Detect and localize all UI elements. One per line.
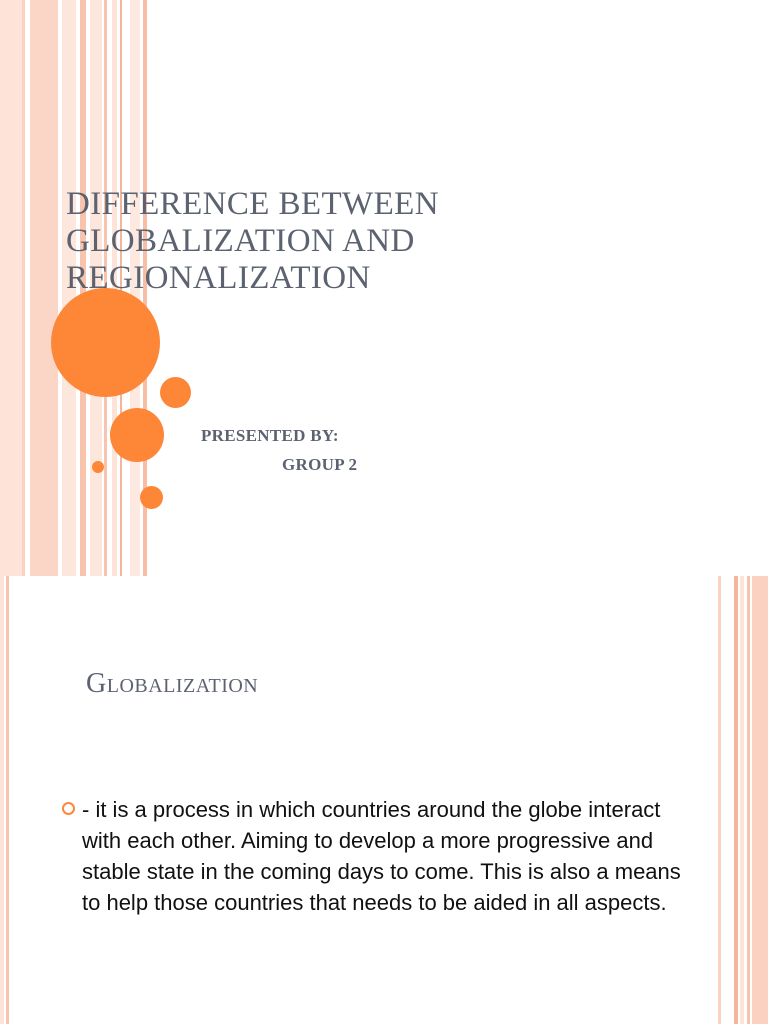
decorative-circle — [92, 461, 104, 473]
decorative-stripe — [0, 576, 4, 1024]
decorative-stripe — [22, 0, 25, 576]
bullet-text: - it is a process in which countries around the globe interact with each other. Aiming to develop a more progressive and stable state in the coming days to come. This is also a means to help those countries that needs to be aided in all aspects. — [82, 797, 681, 915]
slide-heading: Globalization — [86, 668, 259, 699]
decorative-stripe — [718, 576, 721, 1024]
decorative-stripe — [747, 576, 750, 1024]
decorative-stripe — [6, 576, 9, 1024]
decorative-circle — [110, 408, 164, 462]
decorative-circle-large — [51, 288, 160, 397]
decorative-stripe — [0, 0, 22, 576]
decorative-stripe — [734, 576, 738, 1024]
slide-content — [0, 576, 768, 1024]
bullet-circle-icon — [62, 802, 75, 815]
presented-by-label: PRESENTED BY: — [201, 426, 339, 445]
slide-title-text: DIFFERENCE BETWEEN GLOBALIZATION AND REGIONALIZATION — [66, 186, 439, 296]
decorative-stripe — [740, 576, 744, 1024]
group-name: GROUP 2 — [282, 455, 358, 474]
decorative-circle — [140, 486, 163, 509]
decorative-stripe — [30, 0, 58, 576]
decorative-circle — [160, 377, 191, 408]
decorative-stripe — [752, 576, 768, 1024]
